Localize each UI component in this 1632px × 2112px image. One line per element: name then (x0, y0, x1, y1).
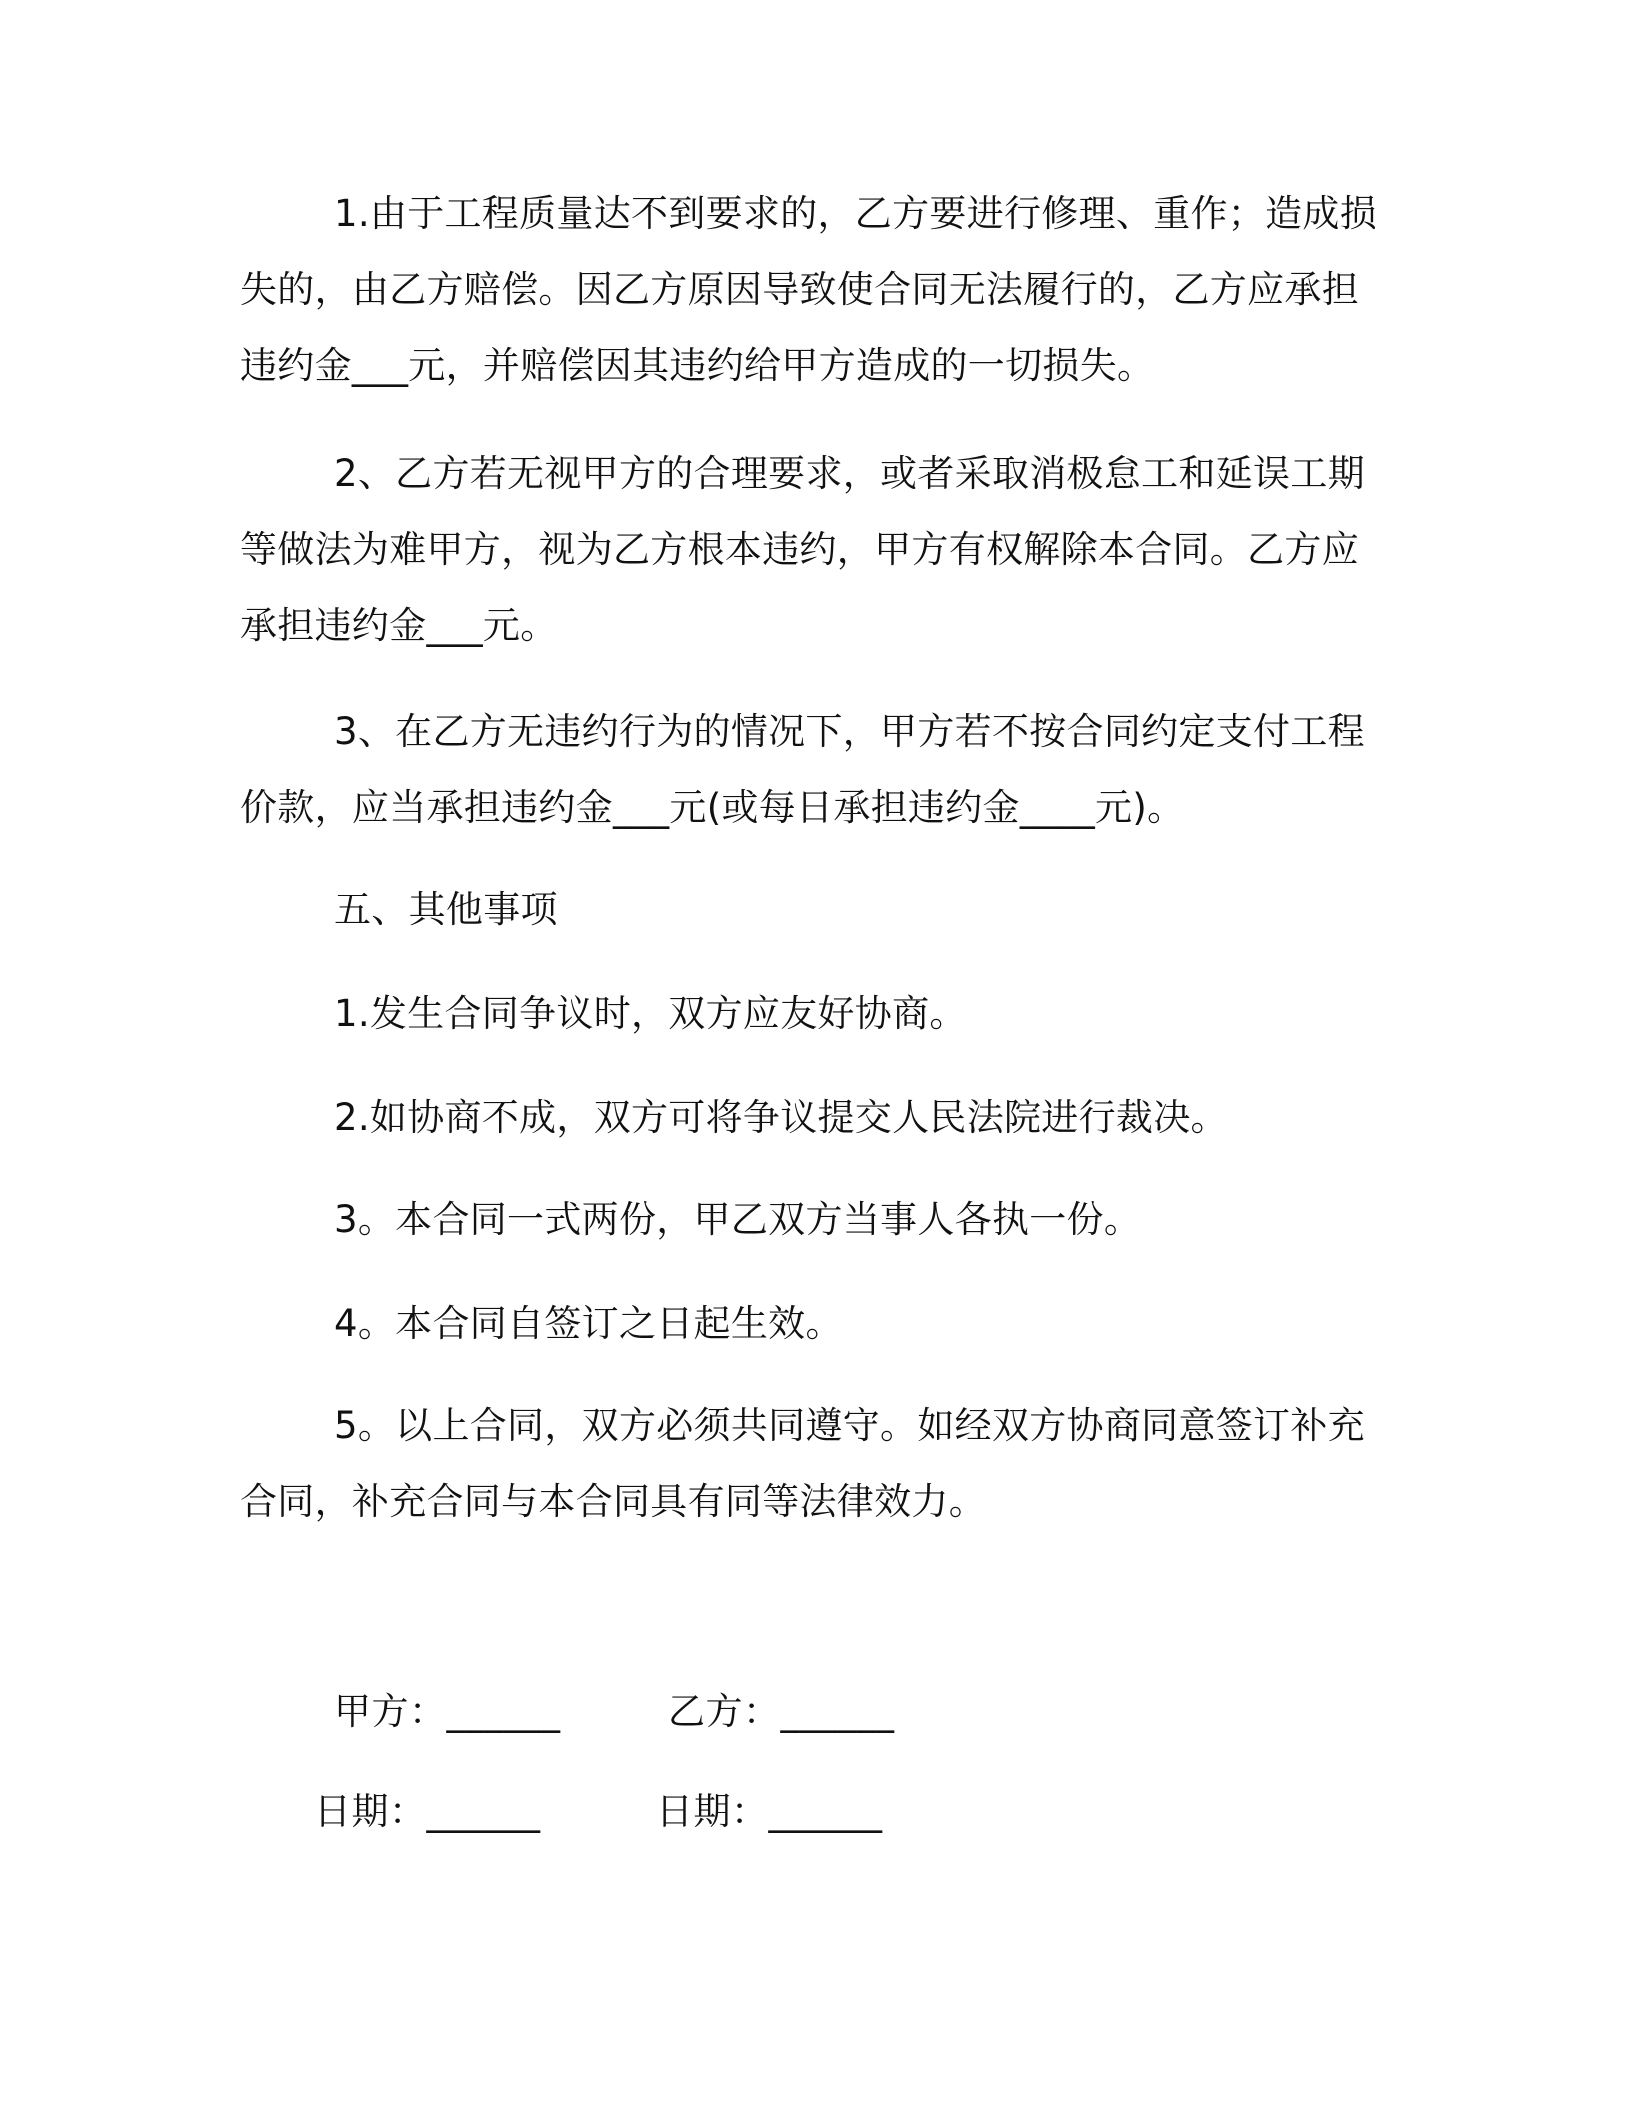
party-a-date: 日期：______ (314, 1790, 541, 1833)
section-heading: 五、其他事项 (334, 888, 558, 931)
clause-2: 2、乙方若无视甲方的合理要求，或者采取消极怠工和延误工期等做法为难甲方，视为乙方根本违约，甲方有权解除本合同。乙方应承担违约金___元。 (240, 452, 1365, 647)
party-b-signature: 乙方：______ (668, 1690, 895, 1733)
other-item-3: 3。本合同一式两份，甲乙双方当事人各执一份。 (334, 1198, 1142, 1241)
other-item-1: 1.发生合同争议时，双方应友好协商。 (334, 992, 967, 1035)
other-item-2: 2.如协商不成，双方可将争议提交人民法院进行裁决。 (334, 1096, 1228, 1139)
clause-3: 3、在乙方无违约行为的情况下，甲方若不按合同约定支付工程价款，应当承担违约金___元(或每日承担违约金____元)。 (240, 710, 1365, 829)
clause-1: 1.由于工程质量达不到要求的，乙方要进行修理、重作；造成损失的，由乙方赔偿。因乙方原因导致使合同无法履行的，乙方应承担违约金___元，并赔偿因其违约给甲方造成的一切损失。 (240, 192, 1377, 387)
other-item-4: 4。本合同自签订之日起生效。 (334, 1302, 843, 1345)
party-b-date: 日期：______ (656, 1790, 883, 1833)
party-a-signature: 甲方：______ (334, 1690, 561, 1733)
other-item-5: 5。以上合同，双方必须共同遵守。如经双方协商同意签订补充合同，补充合同与本合同具有同等法律效力。 (240, 1404, 1365, 1523)
